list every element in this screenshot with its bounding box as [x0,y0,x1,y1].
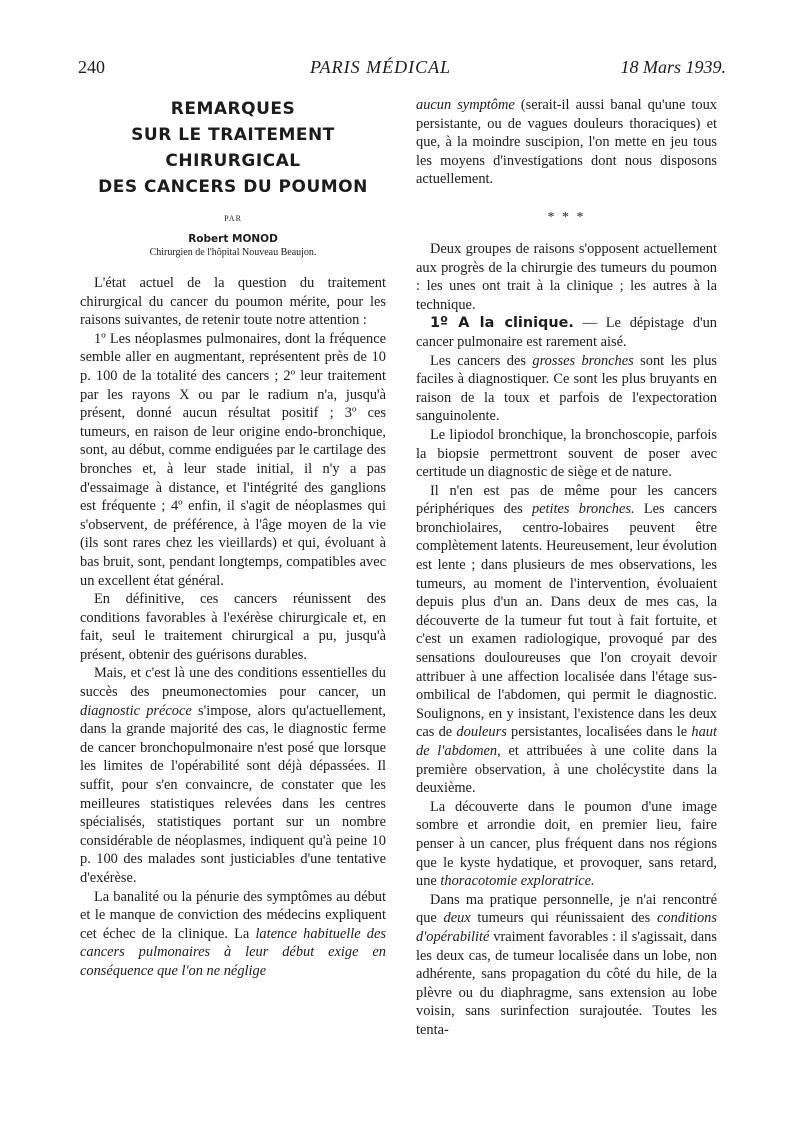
title-line: REMARQUES [170,99,296,119]
text-run: — Le dépistage d'un cancer pulmonaire est rarement aisé. [416,315,717,350]
title-line: CHIRURGICAL [165,151,301,171]
title-line: DES CANCERS DU POUMON [98,177,368,197]
running-header [78,57,726,81]
emphasis: diagnostic précoce [80,702,192,719]
text-run: (serait-il aussi banal qu'une toux persistante, ou de vagues douleurs thoraciques) et que, à la moindre suscipion, l'on mette en jeu tous les moyens d'investigations dont nous disposons actuellement. [416,97,717,188]
paragraph: 1º Les néoplasmes pulmonaires, dont la fréquence semble aller en augmentant, représentent près de 10 p. 100 de la totalité des cancers ; 2º leur traitement par les rayons X ou par le radium n'a, jusqu'à présent, donné aucun résultat positif ; 3º ces tumeurs, en raison de leur origine endo-bronchique, sont, au début, comme endiguées par le cartilage des bronches et, à leur stade initial, il n'y a pas d'essaimage à distance, et l'intégrité des ganglions est fréquente ; 4º enfin, il s'agit de néoplasmes qui s'observent, de préférence, à l'âge moyen de la vie (ils sont rares chez les vieillards) et qui, évoluant à bas bruit, sont, pendant longtemps, compatibles avec un excellent état général. [80,330,386,589]
asterism: * * * [547,209,586,225]
author-affiliation: Chirurgien de l'hôpital Nouveau Beaujon. [149,247,317,258]
paragraph [416,891,717,1040]
text-run: tumeurs qui réunissaient des [477,910,651,927]
journal-title: PARIS MÉDICAL [310,57,452,77]
text-run: Les cancers bronchiolaires, centro-lobaires peuvent être complètement latents. Heureusement, leur évolution est lente ; dans plusieurs de mes observations, les tumeurs, au moment de l'intervention, évoluaient depuis plus d'un an. Dans deux de mes cas, la découverte de la tumeur fut tout à fait fortuite, et c'est un examen radiologique, provoqué par des sensations douloureuses que l'on croyait devoir attribuer à une affection localisée dans l'étage sus-ombilical de l'abdomen, qui permit le diagnostic. Soulignons, en y insistant, l'existence dans les deux cas de [416,501,717,741]
text-run: sont les plus faciles à diagnostiquer. Ce sont les plus bruyants en raison de la toux et parfois de l'expectoration sanguinolente. [416,352,717,425]
issue-date: 18 Mars 1939. [620,57,726,77]
text-run: vraiment favorables : il s'agissait, dans les deux cas, de tumeur localisée dans un lobe, non adhérente, sans propagation du côté du hile, de la plèvre ou du diaphragme, sans extension au lobe voisin, sans surinfection surajoutée. Toutes les tenta- [416,928,717,1038]
paragraph: L'état actuel de la question du traitement chirurgical du cancer du poumon mérite, pour les raisons suivantes, de retenir toute notre attention : [80,275,386,329]
page-number: 240 [78,57,105,77]
emphasis: latence habituelle des cancers pulmonaires à leur début exige en conséquence que l'on ne néglige [80,925,386,979]
text-run: Il n'en est pas de même pour les cancers périphériques des [416,482,717,518]
text-run: Dans ma pratique personnelle, je n'ai rencontré que [416,891,717,927]
paragraph [80,888,386,981]
paragraph [416,352,717,426]
emphasis: haut de l'abdomen, [416,724,717,759]
emphasis: thoracotomie exploratrice. [440,873,595,890]
left-column [80,96,386,981]
author-name: Robert MONOD [188,233,278,245]
text-run: persistantes, localisées dans le [511,724,688,741]
paragraph [416,314,717,351]
byline-par: PAR [224,214,242,223]
emphasis: petites bronches. [531,501,635,518]
paragraph [416,482,717,798]
emphasis: conditions d'opérabilité [416,910,717,945]
text-run: La découverte dans le poumon d'une image sombre et arrondie doit, en premier lieu, faire penser à un cancer, plus fréquent dans nos régions que le kyste hydatique, et provoquer, sans retard, une [416,798,717,890]
emphasis: deux [443,910,471,927]
text-run: et attribuées à une colite dans la première observation, à une cholécystite dans la deuxième. [416,743,717,797]
text-run: s'impose, alors qu'actuellement, dans la grande majorité des cas, le diagnostic ferme de cancer bronchopulmonaire n'est posé que lorsque les limites de l'opérabilité sont déjà dépassées. Il suffit, pour s'en convaincre, de constater que les meilleures statistiques relevées dans les centres spécialisés, statistiques portant sur un nombre considérable de néoplasmes, indiquent qu'à peine 10 p. 100 des malades sont justiciables d'une tentative d'exérèse. [80,702,386,886]
title-line: SUR LE TRAITEMENT [131,125,335,145]
paragraph: En définitive, ces cancers réunissent des conditions favorables à l'exérèse chirurgicale et, en fait, seul le traitement chirurgical a pu, jusqu'à présent, obtenir des guérisons durables. [80,591,386,663]
right-column [416,96,717,1040]
text-run: Mais, et c'est là une des conditions essentielles du succès des pneumonectomies pour cancer, un [80,665,386,701]
emphasis: douleurs [456,724,507,741]
section-heading: 1º A la clinique. [430,315,574,332]
paragraph [416,798,717,891]
text-run: Les cancers des [430,352,526,369]
paragraph [80,664,386,887]
emphasis: grosses bronches [532,352,634,369]
paragraph: Le lipiodol bronchique, la bronchoscopie, parfois la biopsie permettront souvent de poser avec certitude un diagnostic de siège et de nature. [416,426,717,481]
paragraph: Deux groupes de raisons s'opposent actuellement aux progrès de la chirurgie des tumeurs du poumon : les unes ont trait à la clinique ; les autres à la technique. [416,240,717,313]
emphasis: aucun symptôme [416,97,515,113]
text-run: La banalité ou la pénurie des symptômes au début et le manque de conviction des médecins expliquent cet échec de la clinique. La [80,888,386,942]
paragraph [416,96,717,189]
article-title [80,96,386,200]
